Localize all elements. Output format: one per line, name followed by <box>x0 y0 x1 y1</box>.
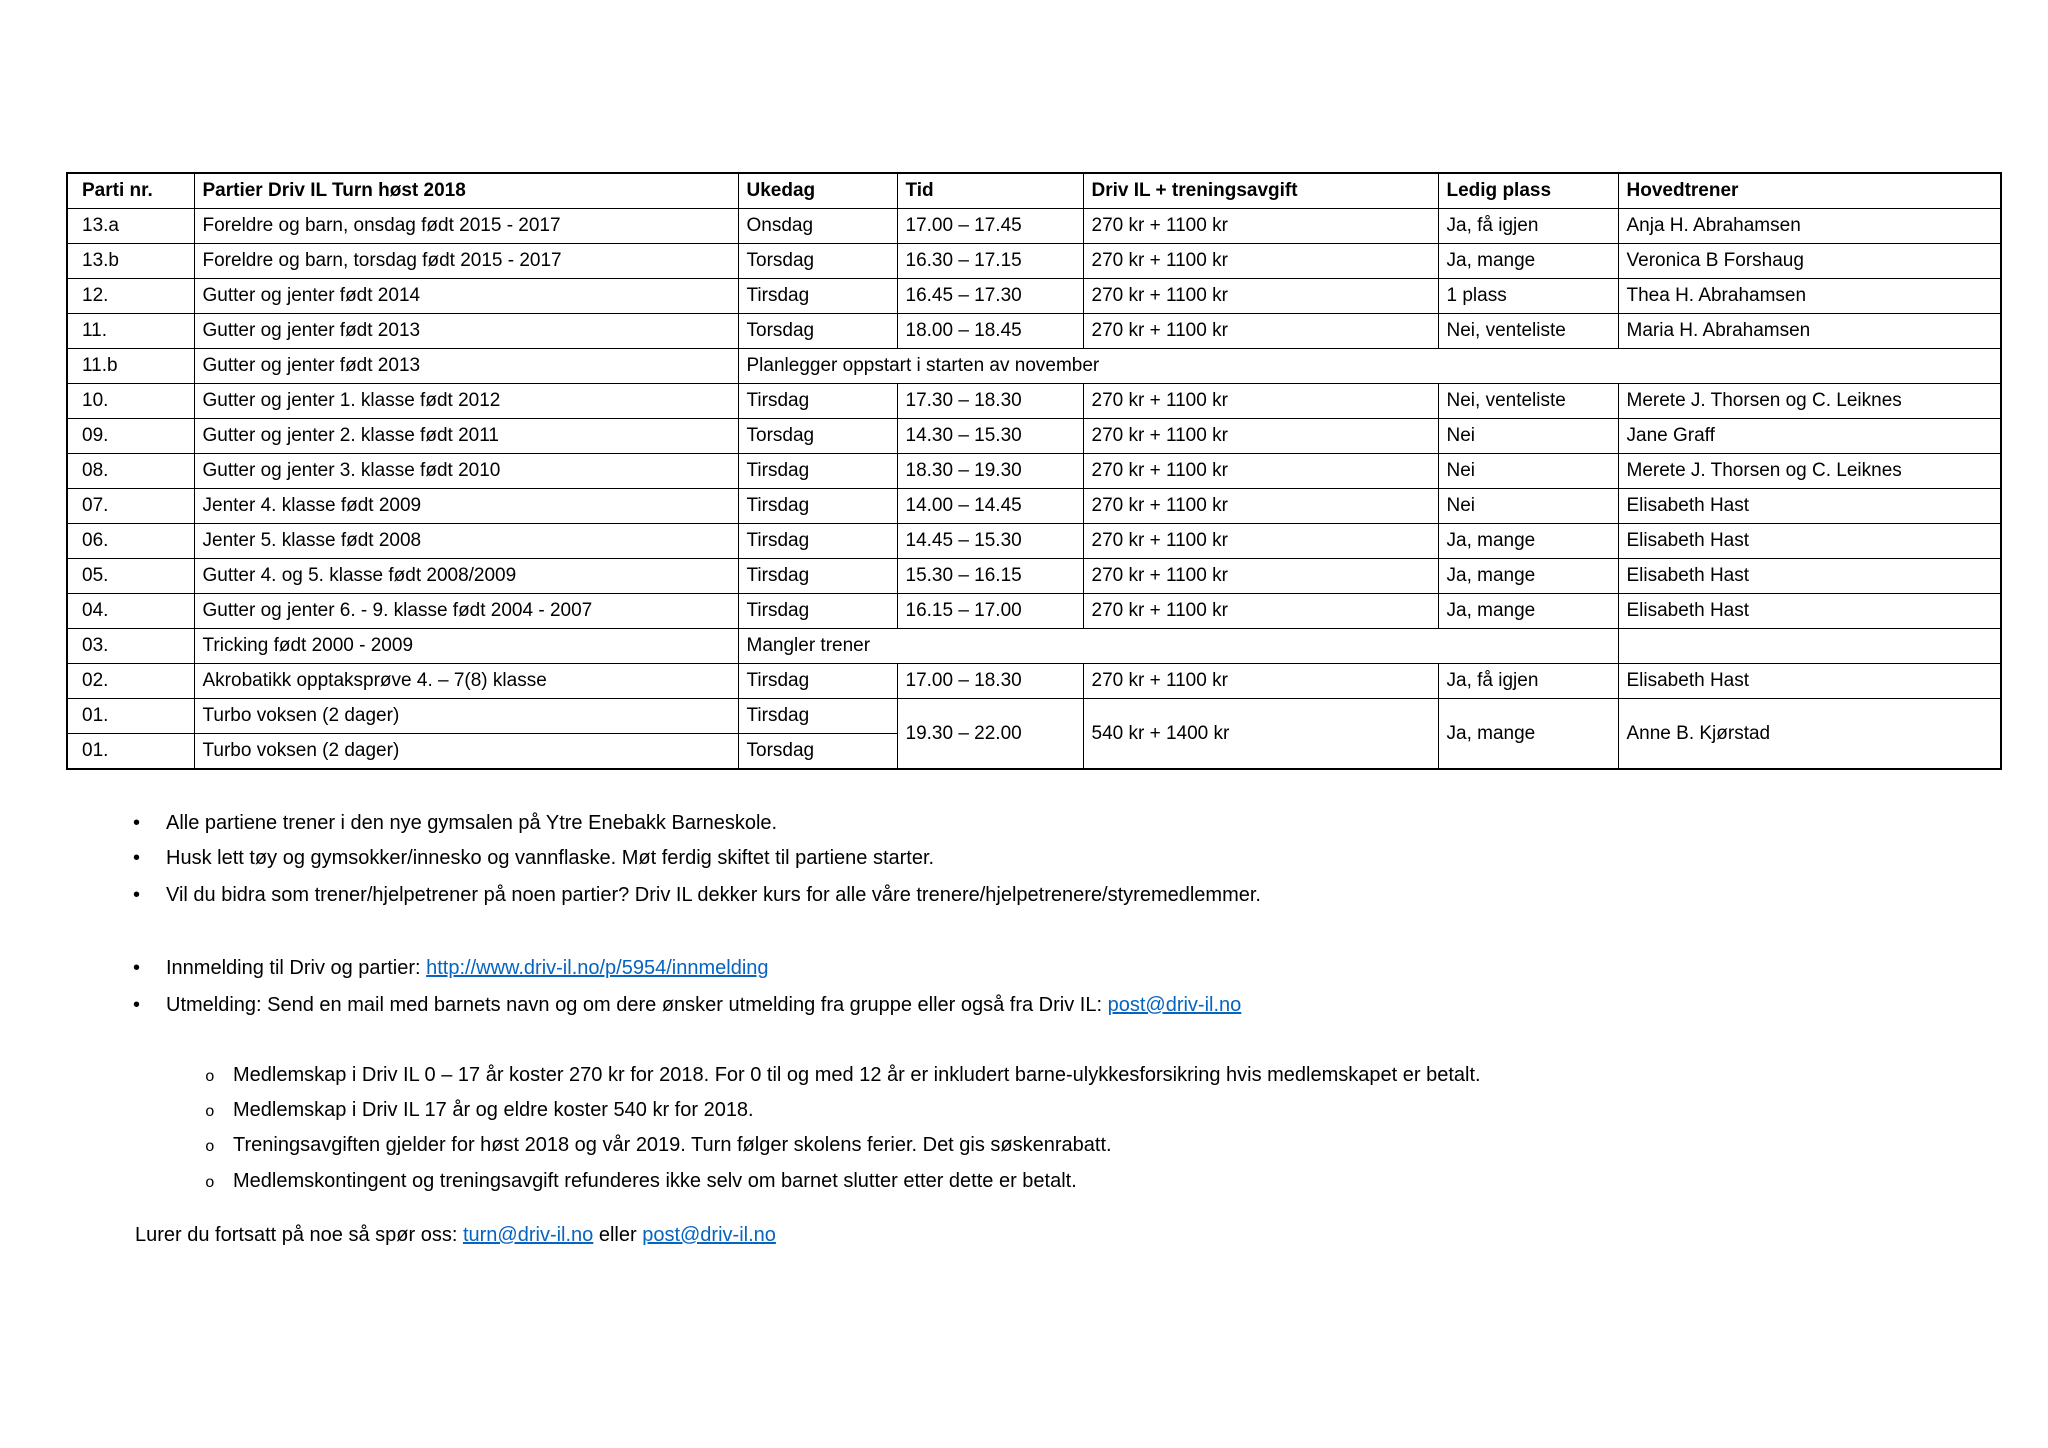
utmelding-email-link[interactable]: post@driv-il.no <box>1107 994 1242 1016</box>
cell-time: 16.15 – 17.00 <box>897 594 1083 629</box>
cell-vacancy: Ja, mange <box>1438 559 1618 594</box>
cell-nr: 01. <box>67 699 194 734</box>
cell-party: Gutter og jenter 1. klasse født 2012 <box>194 384 738 419</box>
cell-trainer: Anja H. Abrahamsen <box>1618 209 2001 244</box>
cell-fee: 270 kr + 1100 kr <box>1083 419 1438 454</box>
table-row <box>67 664 2001 699</box>
cell-time: 14.30 – 15.30 <box>897 419 1083 454</box>
cell-party: Tricking født 2000 - 2009 <box>194 629 738 664</box>
cell-fee: 270 kr + 1100 kr <box>1083 454 1438 489</box>
cell-time: 17.00 – 18.30 <box>897 664 1083 699</box>
circle-bullet-icon: o <box>205 1103 215 1121</box>
cell-fee: 270 kr + 1100 kr <box>1083 314 1438 349</box>
cell-day: Tirsdag <box>738 699 897 734</box>
cell-trainer: Elisabeth Hast <box>1618 524 2001 559</box>
cell-time: 17.30 – 18.30 <box>897 384 1083 419</box>
cell-party: Foreldre og barn, torsdag født 2015 - 2017 <box>194 244 738 279</box>
note-text: Husk lett tøy og gymsokker/innesko og vannflaske. Møt ferdig skiftet til partiene starter. <box>166 847 935 869</box>
table-row <box>67 559 2001 594</box>
cell-vacancy: Ja, mange <box>1438 699 1618 770</box>
cell-day: Tirsdag <box>738 279 897 314</box>
table-row <box>67 314 2001 349</box>
footer-separator: eller <box>593 1224 643 1246</box>
note-bullet-husk <box>133 845 934 871</box>
bullet-icon: • <box>133 994 141 1016</box>
cell-fee: 540 kr + 1400 kr <box>1083 699 1438 770</box>
table-row <box>67 244 2001 279</box>
table-row <box>67 454 2001 489</box>
header-hovedtrener: Hovedtrener <box>1618 173 2001 209</box>
cell-time: 16.30 – 17.15 <box>897 244 1083 279</box>
cell-fee: 270 kr + 1100 kr <box>1083 244 1438 279</box>
cell-nr: 10. <box>67 384 194 419</box>
cell-day: Torsdag <box>738 734 897 770</box>
cell-day: Torsdag <box>738 314 897 349</box>
bullet-icon: • <box>133 957 141 979</box>
cell-time: 18.00 – 18.45 <box>897 314 1083 349</box>
table-row <box>67 699 2001 734</box>
cell-party: Jenter 4. klasse født 2009 <box>194 489 738 524</box>
cell-fee: 270 kr + 1100 kr <box>1083 594 1438 629</box>
table-row <box>67 279 2001 314</box>
cell-nr: 04. <box>67 594 194 629</box>
cell-nr: 13.b <box>67 244 194 279</box>
post-email-link[interactable]: post@driv-il.no <box>642 1224 776 1246</box>
cell-fee: 270 kr + 1100 kr <box>1083 489 1438 524</box>
cell-party: Jenter 5. klasse født 2008 <box>194 524 738 559</box>
cell-day: Tirsdag <box>738 664 897 699</box>
footer-contact-line <box>135 1222 776 1248</box>
cell-trainer: Veronica B Forshaug <box>1618 244 2001 279</box>
header-tid: Tid <box>897 173 1083 209</box>
bullet-icon: • <box>133 884 141 906</box>
cell-party: Gutter og jenter født 2013 <box>194 314 738 349</box>
cell-nr: 08. <box>67 454 194 489</box>
bullet-icon: • <box>133 812 141 834</box>
cell-party: Turbo voksen (2 dager) <box>194 699 738 734</box>
note-text: Alle partiene trener i den nye gymsalen på Ytre Enebakk Barneskole. <box>166 812 778 834</box>
cell-fee: 270 kr + 1100 kr <box>1083 279 1438 314</box>
table-row <box>67 489 2001 524</box>
cell-fee: 270 kr + 1100 kr <box>1083 559 1438 594</box>
cell-party: Turbo voksen (2 dager) <box>194 734 738 770</box>
cell-party: Gutter og jenter født 2013 <box>194 349 738 384</box>
cell-trainer: Anne B. Kjørstad <box>1618 699 2001 770</box>
cell-party: Gutter og jenter 2. klasse født 2011 <box>194 419 738 454</box>
cell-vacancy: Ja, mange <box>1438 594 1618 629</box>
cell-party: Gutter og jenter 6. - 9. klasse født 2004 - 2007 <box>194 594 738 629</box>
cell-time: 15.30 – 16.15 <box>897 559 1083 594</box>
table-row <box>67 629 2001 664</box>
cell-nr: 05. <box>67 559 194 594</box>
note-text: Vil du bidra som trener/hjelpetrener på noen partier? Driv IL dekker kurs for alle våre trenere/hjelpetrenere/styremedlemmer. <box>166 884 1261 906</box>
cell-nr: 03. <box>67 629 194 664</box>
cell-time: 14.00 – 14.45 <box>897 489 1083 524</box>
cell-vacancy: Ja, mange <box>1438 244 1618 279</box>
cell-vacancy: Ja, mange <box>1438 524 1618 559</box>
circle-bullet-icon: o <box>205 1138 215 1156</box>
cell-vacancy: Nei, venteliste <box>1438 314 1618 349</box>
note-bullet-innmelding <box>133 955 769 981</box>
cell-trainer: Jane Graff <box>1618 419 2001 454</box>
bullet-icon: • <box>133 847 141 869</box>
note-text: Medlemskap i Driv IL 17 år og eldre koster 540 kr for 2018. <box>233 1099 754 1121</box>
circle-bullet-icon: o <box>205 1174 215 1192</box>
cell-merged-note: Mangler trener <box>738 629 1618 664</box>
cell-day: Tirsdag <box>738 384 897 419</box>
cell-trainer: Maria H. Abrahamsen <box>1618 314 2001 349</box>
cell-party: Gutter og jenter 3. klasse født 2010 <box>194 454 738 489</box>
cell-nr: 11.b <box>67 349 194 384</box>
cell-day: Tirsdag <box>738 524 897 559</box>
cell-trainer: Elisabeth Hast <box>1618 559 2001 594</box>
note-text: Medlemskap i Driv IL 0 – 17 år koster 270 kr for 2018. For 0 til og med 12 år er inkludert barne-ulykkesforsikring hvis medlemskapet er betalt. <box>233 1064 1481 1086</box>
sub-bullet-treningsavgift <box>205 1132 1112 1160</box>
cell-day: Tirsdag <box>738 594 897 629</box>
table-row <box>67 384 2001 419</box>
cell-nr: 07. <box>67 489 194 524</box>
table-row <box>67 209 2001 244</box>
cell-party: Gutter 4. og 5. klasse født 2008/2009 <box>194 559 738 594</box>
cell-vacancy: Ja, få igjen <box>1438 664 1618 699</box>
cell-time: 18.30 – 19.30 <box>897 454 1083 489</box>
cell-day: Tirsdag <box>738 489 897 524</box>
cell-trainer: Merete J. Thorsen og C. Leiknes <box>1618 454 2001 489</box>
cell-party: Gutter og jenter født 2014 <box>194 279 738 314</box>
footer-text: Lurer du fortsatt på noe så spør oss: <box>135 1224 463 1246</box>
cell-vacancy: Nei, venteliste <box>1438 384 1618 419</box>
cell-nr: 12. <box>67 279 194 314</box>
table-row <box>67 524 2001 559</box>
sub-bullet-medlemskap-barn <box>205 1062 1481 1090</box>
note-bullet-utmelding <box>133 992 1241 1018</box>
sub-bullet-refusjon <box>205 1168 1077 1196</box>
cell-party: Foreldre og barn, onsdag født 2015 - 2017 <box>194 209 738 244</box>
note-text: Treningsavgiften gjelder for høst 2018 og vår 2019. Turn følger skolens ferier. Det gis søskenrabatt. <box>233 1134 1112 1156</box>
note-text: Medlemskontingent og treningsavgift refunderes ikke selv om barnet slutter etter dette er betalt. <box>233 1170 1077 1192</box>
cell-time: 19.30 – 22.00 <box>897 699 1083 770</box>
cell-party: Akrobatikk opptaksprøve 4. – 7(8) klasse <box>194 664 738 699</box>
table-header-row <box>67 173 2001 209</box>
cell-fee: 270 kr + 1100 kr <box>1083 524 1438 559</box>
cell-trainer: Elisabeth Hast <box>1618 594 2001 629</box>
cell-vacancy: 1 plass <box>1438 279 1618 314</box>
cell-nr: 06. <box>67 524 194 559</box>
cell-fee: 270 kr + 1100 kr <box>1083 209 1438 244</box>
cell-time: 17.00 – 17.45 <box>897 209 1083 244</box>
cell-nr: 13.a <box>67 209 194 244</box>
header-ledig-plass: Ledig plass <box>1438 173 1618 209</box>
note-text: Utmelding: Send en mail med barnets navn og om dere ønsker utmelding fra gruppe eller også fra Driv IL: <box>166 994 1108 1016</box>
cell-day: Tirsdag <box>738 559 897 594</box>
schedule-table <box>66 172 2002 770</box>
cell-trainer: Thea H. Abrahamsen <box>1618 279 2001 314</box>
cell-trainer: Elisabeth Hast <box>1618 489 2001 524</box>
note-text: Innmelding til Driv og partier: <box>166 957 427 979</box>
cell-trainer: Elisabeth Hast <box>1618 664 2001 699</box>
header-partier: Partier Driv IL Turn høst 2018 <box>194 173 738 209</box>
turn-email-link[interactable]: turn@driv-il.no <box>462 1224 594 1246</box>
innmelding-link[interactable]: http://www.driv-il.no/p/5954/innmelding <box>426 957 769 979</box>
cell-vacancy: Nei <box>1438 419 1618 454</box>
cell-day: Onsdag <box>738 209 897 244</box>
cell-merged-note: Planlegger oppstart i starten av november <box>738 349 2001 384</box>
cell-nr: 09. <box>67 419 194 454</box>
sub-bullet-medlemskap-voksen <box>205 1097 754 1125</box>
cell-trainer <box>1618 629 2001 664</box>
cell-vacancy: Nei <box>1438 454 1618 489</box>
cell-nr: 11. <box>67 314 194 349</box>
cell-nr: 02. <box>67 664 194 699</box>
cell-time: 16.45 – 17.30 <box>897 279 1083 314</box>
circle-bullet-icon: o <box>205 1068 215 1086</box>
header-ukedag: Ukedag <box>738 173 897 209</box>
note-bullet-bidra <box>133 882 1261 908</box>
cell-fee: 270 kr + 1100 kr <box>1083 664 1438 699</box>
table-row <box>67 594 2001 629</box>
cell-vacancy: Nei <box>1438 489 1618 524</box>
table-row <box>67 419 2001 454</box>
cell-nr: 01. <box>67 734 194 770</box>
table-row <box>67 349 2001 384</box>
note-bullet-gymsal <box>133 810 777 836</box>
cell-day: Torsdag <box>738 419 897 454</box>
cell-trainer: Merete J. Thorsen og C. Leiknes <box>1618 384 2001 419</box>
header-parti-nr: Parti nr. <box>67 173 194 209</box>
cell-day: Tirsdag <box>738 454 897 489</box>
cell-vacancy: Ja, få igjen <box>1438 209 1618 244</box>
cell-day: Torsdag <box>738 244 897 279</box>
cell-fee: 270 kr + 1100 kr <box>1083 384 1438 419</box>
cell-time: 14.45 – 15.30 <box>897 524 1083 559</box>
header-avgift: Driv IL + treningsavgift <box>1083 173 1438 209</box>
